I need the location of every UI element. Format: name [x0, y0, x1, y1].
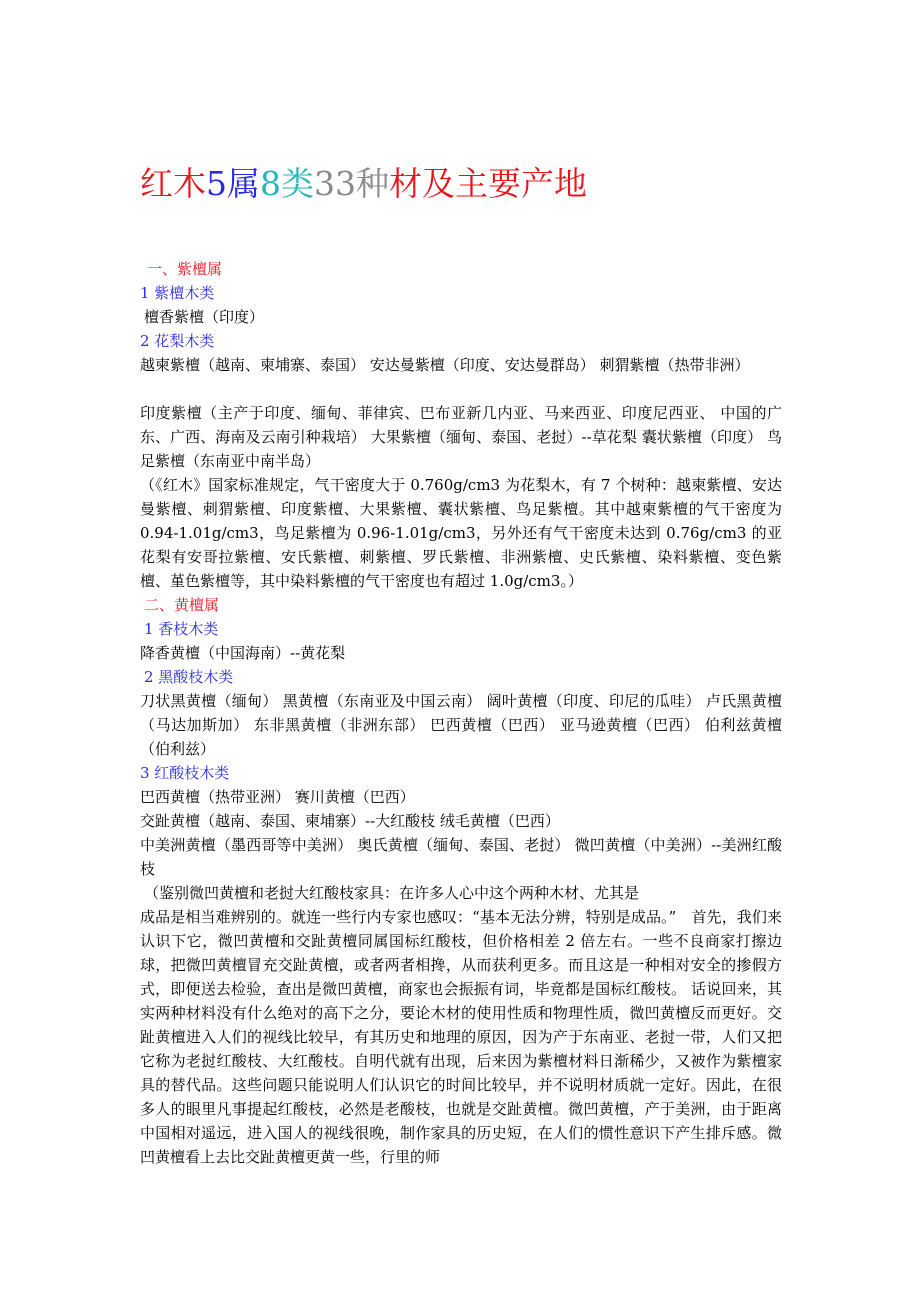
- genus1-class2-line1: 越柬紫檀（越南、柬埔寨、泰国） 安达曼紫檀（印度、安达曼群岛） 刺猬紫檀（热带非洲）: [140, 356, 750, 374]
- title-part-genus: 属: [227, 164, 260, 203]
- genus2-class1-heading: 1 香枝木类: [144, 620, 219, 638]
- genus1-class1-heading: 1 紫檀木类: [140, 284, 215, 302]
- title-part-rest: 材及主要产地: [389, 164, 587, 203]
- document-title: [140, 164, 587, 204]
- genus2-class3-heading: 3 红酸枝木类: [140, 764, 230, 782]
- genus2-class1-text: 降香黄檀（中国海南）--黄花梨: [140, 644, 346, 662]
- genus2-class3-para: 中美洲黄檀（墨西哥等中美洲） 奥氏黄檀（缅甸、泰国、老挝） 微凹黄檀（中美洲）--美洲红酸枝: [140, 836, 782, 878]
- genus1-class2-para: 印度紫檀（主产于印度、缅甸、菲律宾、巴布亚新几内亚、马来西亚、印度尼西亚、 中国的广东、广西、海南及云南引种栽培） 大果紫檀（缅甸、泰国、老挝）--草花梨 囊状紫檀（印度） 鸟足紫檀（东南亚中南半岛）: [140, 404, 782, 470]
- title-part-species: 种: [356, 164, 389, 203]
- genus1-heading: 一、紫檀属: [147, 260, 223, 278]
- title-part-8: 8: [260, 164, 281, 203]
- title-part-33: 33: [314, 164, 356, 203]
- genus2-class2-heading: 2 黑酸枝木类: [144, 668, 234, 686]
- title-part-hongmu: 红木: [140, 164, 206, 203]
- genus2-heading: 二、黄檀属: [144, 596, 220, 614]
- title-part-5: 5: [206, 164, 227, 203]
- blank-line: [140, 377, 782, 401]
- genus1-class1-text: 檀香紫檀（印度）: [144, 308, 265, 326]
- genus2-note-para: 成品是相当难辨别的。就连一些行内专家也感叹：“基本无法分辨，特别是成品。” 首先，我们来认识下它，微凹黄檀和交趾黄檀同属国标红酸枝，但价格相差 2 倍左右。一些不良商家打擦边球，把微凹黄檀冒充交趾黄檀，或者两者相搀，从而获利更多。而且这是一种相对安全的掺假方式，即便送去检验，查出是微凹黄檀，商家也会振振有词，毕竟都是国标红酸枝。 话说回来，其实两种材料没有什么绝对的高下之分，要论木材的使用性质和物理性质，微凹黄檀反而更好。交趾黄檀进入人们的视线比较早，有其历史和地理的原因，因为产于东南亚、老挝一带，人们又把它称为老挝红酸枝、大红酸枝。自明代就有出现，后来因为紫檀材料日渐稀少，又被作为紫檀家具的替代品。这些问题只能说明人们认识它的时间比较早，并不说明材质就一定好。因此，在很多人的眼里凡事提起红酸枝，必然是老酸枝，也就是交趾黄檀。微凹黄檀，产于美洲，由于距离中国相对遥远，进入国人的视线很晚，制作家具的历史短，在人们的惯性意识下产生排斥感。微凹黄檀看上去比交趾黄檀更黄一些，行里的师: [140, 908, 782, 1166]
- genus1-note-para: （《红木》国家标准规定，气干密度大于 0.760g/cm3 为花梨木，有 7 个树种：越柬紫檀、安达曼紫檀、刺猬紫檀、印度紫檀、大果紫檀、囊状紫檀、鸟足紫檀。其中越柬紫檀的气干密度为 0.94-1.01g/cm3，鸟足紫檀为 0.96-1.01g/cm3，另外还有气干密度未达到 0.76g/cm3 的亚花梨有安哥拉紫檀、安氏紫檀、刺紫檀、罗氏紫檀、非洲紫檀、史氏紫檀、染料紫檀、变色紫檀、堇色紫檀等，其中染料紫檀的气干密度也有超过 1.0g/cm3。）: [140, 476, 782, 590]
- genus2-class2-para: 刀状黑黄檀（缅甸） 黑黄檀（东南亚及中国云南） 阔叶黄檀（印度、印尼的瓜哇） 卢氏黑黄檀（马达加斯加） 东非黑黄檀（非洲东部） 巴西黄檀（巴西） 亚马逊黄檀（巴西） 伯利兹黄檀（伯利兹）: [140, 692, 782, 758]
- genus2-note-line1: （鉴别微凹黄檀和老挝大红酸枝家具：在许多人心中这个两种木材、尤其是: [144, 884, 640, 902]
- genus1-class2-heading: 2 花梨木类: [140, 332, 215, 350]
- document-body: [140, 257, 782, 1169]
- genus2-class3-line2: 交趾黄檀（越南、泰国、柬埔寨）--大红酸枝 绒毛黄檀（巴西）: [140, 812, 560, 830]
- title-part-class: 类: [281, 164, 314, 203]
- genus2-class3-line1: 巴西黄檀（热带亚洲） 赛川黄檀（巴西）: [140, 788, 415, 806]
